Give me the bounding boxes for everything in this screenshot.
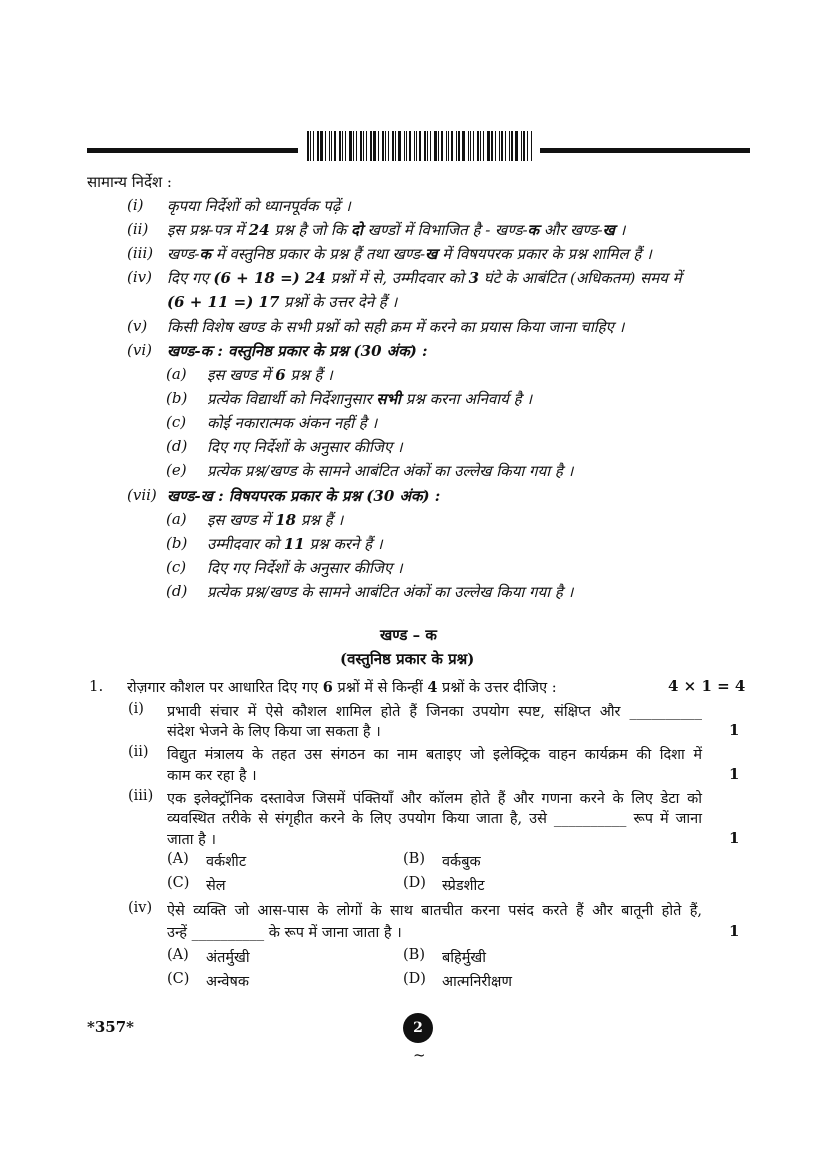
point-text: प्रत्येक प्रश्न/खण्ड के सामने आबंटित अंकों का उल्लेख किया गया है । [207, 462, 574, 480]
part-text: एक इलेक्ट्रॉनिक दस्तावेज जिसमें पंक्तियाँ और कॉलम होते हैं और गणना करने के लिए डेटा को [167, 791, 702, 807]
instruction-text [167, 220, 625, 240]
text-part: 24 [248, 221, 270, 239]
top-rule-left [87, 148, 298, 153]
point-num: (a) [166, 510, 187, 528]
text-part: प्रश्न करना अनिवार्य है । [400, 390, 533, 408]
text-part: में विषयपरक प्रकार के प्रश्न शामिल हैं । [437, 245, 652, 263]
text-part: में वस्तुनिष्ठ प्रकार के प्रश्न हैं तथा खण्ड- [211, 245, 426, 263]
text-part: प्रत्येक विद्यार्थी को निर्देशानुसार [207, 390, 377, 408]
instruction-text-cont [167, 292, 397, 312]
barcode-bar [501, 131, 503, 161]
option-key: (C) [167, 875, 190, 891]
barcode-bar [325, 131, 326, 161]
option-key: (A) [167, 947, 189, 963]
instruction-text [167, 244, 652, 264]
barcode-bar [360, 131, 362, 161]
barcode-bar [310, 131, 311, 161]
barcode-bar [515, 131, 518, 161]
text-part: । [614, 221, 626, 239]
part-num: (i) [128, 701, 144, 717]
option-text: वर्कशीट [206, 854, 247, 870]
part-num: (iii) [128, 788, 154, 804]
point-text: दिए गए निर्देशों के अनुसार कीजिए । [207, 559, 403, 577]
text-part: इस प्रश्न-पत्र में [167, 221, 249, 239]
part-text-cont: व्यवस्थित तरीके से संगृहीत करने के लिए उपयोग किया जाता है, उसे __________ रूप में जाना [167, 811, 702, 827]
instruction-text: किसी विशेष खण्ड के सभी प्रश्नों को सही क्रम में करने का प्रयास किया जाना चाहिए । [167, 318, 625, 336]
barcode-bar [458, 131, 460, 161]
text-part: 3 [468, 269, 480, 287]
point-num: (a) [166, 365, 187, 383]
barcode-bar [446, 131, 447, 161]
barcode-bar [363, 131, 364, 161]
paper-code: *357* [87, 1018, 134, 1036]
text-part: प्रश्न हैं । [296, 511, 344, 529]
barcode-bar [451, 131, 453, 161]
text-part: दो [351, 221, 363, 239]
barcode-bar [448, 131, 449, 161]
text-part: (6 + 18 =) 24 [213, 269, 326, 287]
general-instructions-title: सामान्य निर्देश : [87, 173, 172, 191]
instruction-num: (i) [127, 196, 144, 214]
text-part: उम्मीदवार को [207, 535, 284, 553]
barcode-bar [334, 131, 336, 161]
barcode-bar [456, 131, 457, 161]
instruction-num: (v) [127, 317, 148, 335]
instruction-num: (vii) [127, 486, 157, 504]
question-text [127, 677, 557, 697]
option-key: (B) [403, 851, 425, 867]
point-text [207, 510, 343, 530]
part-text: विद्युत मंत्रालय के तहत उस संगठन का नाम बताइए जो इलेक्ट्रिक वाहन कार्यक्रम की दिशा में [167, 747, 702, 763]
text-part: ख [602, 221, 615, 239]
barcode-bar [339, 131, 341, 161]
text-part: प्रश्नों में से, उम्मीदवार को [325, 269, 469, 287]
part-text-cont: जाता है । [167, 832, 216, 848]
point-text: दिए गए निर्देशों के अनुसार कीजिए । [207, 438, 403, 456]
text-part: खण्ड- [167, 245, 200, 263]
barcode-bar [531, 131, 532, 161]
barcode-bar [398, 131, 401, 161]
option-key: (D) [403, 971, 426, 987]
barcode-bar [511, 131, 513, 161]
barcode-bar [378, 131, 379, 161]
part-mark: 1 [729, 721, 740, 739]
point-text: प्रत्येक प्रश्न/खण्ड के सामने आबंटित अंकों का उल्लेख किया गया है । [207, 583, 574, 601]
barcode-bar [307, 131, 309, 161]
top-rule-right [540, 148, 750, 153]
barcode-bar [349, 131, 352, 161]
text-part: 4 [427, 679, 438, 696]
text-part: दिए गए [167, 269, 214, 287]
option-key: (A) [167, 851, 189, 867]
barcode-bar [329, 131, 330, 161]
point-num: (c) [166, 558, 187, 576]
option-key: (B) [403, 947, 425, 963]
text-part: इस खण्ड में [207, 366, 276, 384]
part-text: ऐसे व्यक्ति जो आस-पास के लोगों के साथ बातचीत करना पसंद करते हैं और बातूनी होते हैं, [167, 903, 702, 919]
point-num: (b) [166, 389, 188, 407]
section-title: खण्ड – क [380, 626, 437, 644]
barcode-bar [434, 131, 437, 161]
text-part: प्रश्न हैं । [285, 366, 333, 384]
barcode-bar [388, 131, 389, 161]
barcode-bar [438, 131, 439, 161]
question-marks: 4 × 1 = 4 [668, 677, 746, 695]
text-part: 6 [275, 366, 286, 384]
point-num: (c) [166, 413, 187, 431]
barcode-bar [342, 131, 343, 161]
text-part: रोज़गार कौशल पर आधारित दिए गए [127, 680, 323, 696]
barcode-bar [385, 131, 386, 161]
part-mark: 1 [729, 765, 740, 783]
option-text: वर्कबुक [442, 854, 481, 870]
text-part: 11 [283, 535, 305, 553]
barcode-bar [473, 131, 474, 161]
text-part: प्रश्नों के उत्तर देने हैं । [279, 293, 398, 311]
barcode-bar [409, 131, 411, 161]
part-mark: 1 [729, 829, 740, 847]
barcode-bar [462, 131, 465, 161]
part-text: प्रभावी संचार में ऐसे कौशल शामिल होते हैं जिनका उपयोग स्पष्ट, संक्षिप्त और __________ [167, 704, 702, 720]
barcode-bar [416, 131, 417, 161]
point-num: (e) [166, 461, 187, 479]
option-text: स्प्रेडशीट [442, 878, 485, 894]
barcode-bar [353, 131, 354, 161]
point-text [207, 365, 333, 385]
part-num: (iv) [128, 900, 153, 916]
point-num: (d) [166, 437, 188, 455]
text-part: क [199, 245, 212, 263]
barcode-bar [370, 131, 372, 161]
barcode-bar [509, 131, 510, 161]
section-b-instruction-heading: खण्ड-ख : विषयपरक प्रकार के प्रश्न (30 अंक) : [167, 487, 441, 505]
part-num: (ii) [128, 744, 149, 760]
barcode-bar [404, 131, 405, 161]
barcode-bar [366, 131, 367, 161]
barcode-bar [441, 131, 443, 161]
section-subtitle: (वस्तुनिष्ठ प्रकार के प्रश्न) [340, 650, 475, 668]
part-text-cont: काम कर रहा है । [167, 768, 257, 784]
barcode-bar [419, 131, 421, 161]
text-part: और खण्ड- [539, 221, 603, 239]
option-text: बहिर्मुखी [442, 950, 487, 966]
option-text: सेल [206, 878, 226, 894]
barcode-bar [468, 131, 469, 161]
barcode-bar [499, 131, 500, 161]
barcode-bar [345, 131, 346, 161]
tilde-mark: ~ [413, 1046, 426, 1064]
barcode-bar [430, 131, 431, 161]
barcode-bar [427, 131, 428, 161]
barcode-bar [470, 131, 471, 161]
instruction-text [167, 268, 682, 288]
barcode-bar [477, 131, 479, 161]
barcode-bar [382, 131, 384, 161]
point-text [207, 534, 383, 554]
part-mark: 1 [729, 922, 740, 940]
text-part: प्रश्न है जो कि [269, 221, 352, 239]
barcode-bar [495, 131, 496, 161]
text-part: सभी [376, 390, 401, 408]
barcode-bar [320, 131, 323, 161]
barcode-bar [505, 131, 506, 161]
barcode-bar [487, 131, 490, 161]
text-part: ख [425, 245, 438, 263]
question-number: 1. [89, 677, 104, 695]
barcode-bar [480, 131, 481, 161]
barcode-bar [331, 131, 332, 161]
option-key: (D) [403, 875, 426, 891]
instruction-text: कृपया निर्देशों को ध्यानपूर्वक पढ़ें । [167, 197, 351, 215]
text-part: प्रश्नों में से किन्हीं [332, 680, 428, 696]
text-part: 18 [275, 511, 297, 529]
barcode-bar [491, 131, 493, 161]
instruction-num: (vi) [127, 341, 152, 359]
text-part: इस खण्ड में [207, 511, 276, 529]
text-part: (6 + 11 =) 17 [167, 293, 280, 311]
barcode-bar [356, 131, 357, 161]
barcode-bar [424, 131, 426, 161]
text-part: खण्डों में विभाजित है - खण्ड- [362, 221, 528, 239]
point-text [207, 389, 532, 409]
barcode-bar [521, 131, 522, 161]
text-part: प्रश्नों के उत्तर दीजिए : [437, 680, 557, 696]
barcode-bar [313, 131, 314, 161]
text-part: क [527, 221, 540, 239]
page-number: 2 [403, 1013, 433, 1043]
barcode-bar [527, 131, 528, 161]
barcode-bar [392, 131, 394, 161]
option-text: आत्मनिरीक्षण [442, 974, 512, 990]
barcode-bar [395, 131, 396, 161]
instruction-num: (iii) [127, 244, 154, 262]
instruction-num: (ii) [127, 220, 149, 238]
text-part: घंटे के आबंटित (अधिकतम) समय में [479, 269, 682, 287]
part-text-cont: संदेश भेजने के लिए किया जा सकता है । [167, 724, 381, 740]
point-num: (d) [166, 582, 188, 600]
barcode-bar [373, 131, 376, 161]
option-key: (C) [167, 971, 190, 987]
barcode-bar [317, 131, 319, 161]
barcode-bar [414, 131, 415, 161]
text-part: 6 [322, 679, 333, 696]
option-text: अन्वेषक [206, 974, 249, 990]
point-text: कोई नकारात्मक अंकन नहीं है । [207, 414, 378, 432]
barcode-bar [523, 131, 525, 161]
option-text: अंतर्मुखी [206, 950, 250, 966]
section-a-instruction-heading: खण्ड-क : वस्तुनिष्ठ प्रकार के प्रश्न (30 अंक) : [167, 342, 428, 360]
instruction-num: (iv) [127, 268, 152, 286]
barcode-bar [483, 131, 484, 161]
barcode [307, 131, 533, 161]
part-text-cont: उन्हें __________ के रूप में जाना जाता है । [167, 925, 402, 941]
text-part: प्रश्न करने हैं । [304, 535, 383, 553]
point-num: (b) [166, 534, 188, 552]
barcode-bar [406, 131, 407, 161]
